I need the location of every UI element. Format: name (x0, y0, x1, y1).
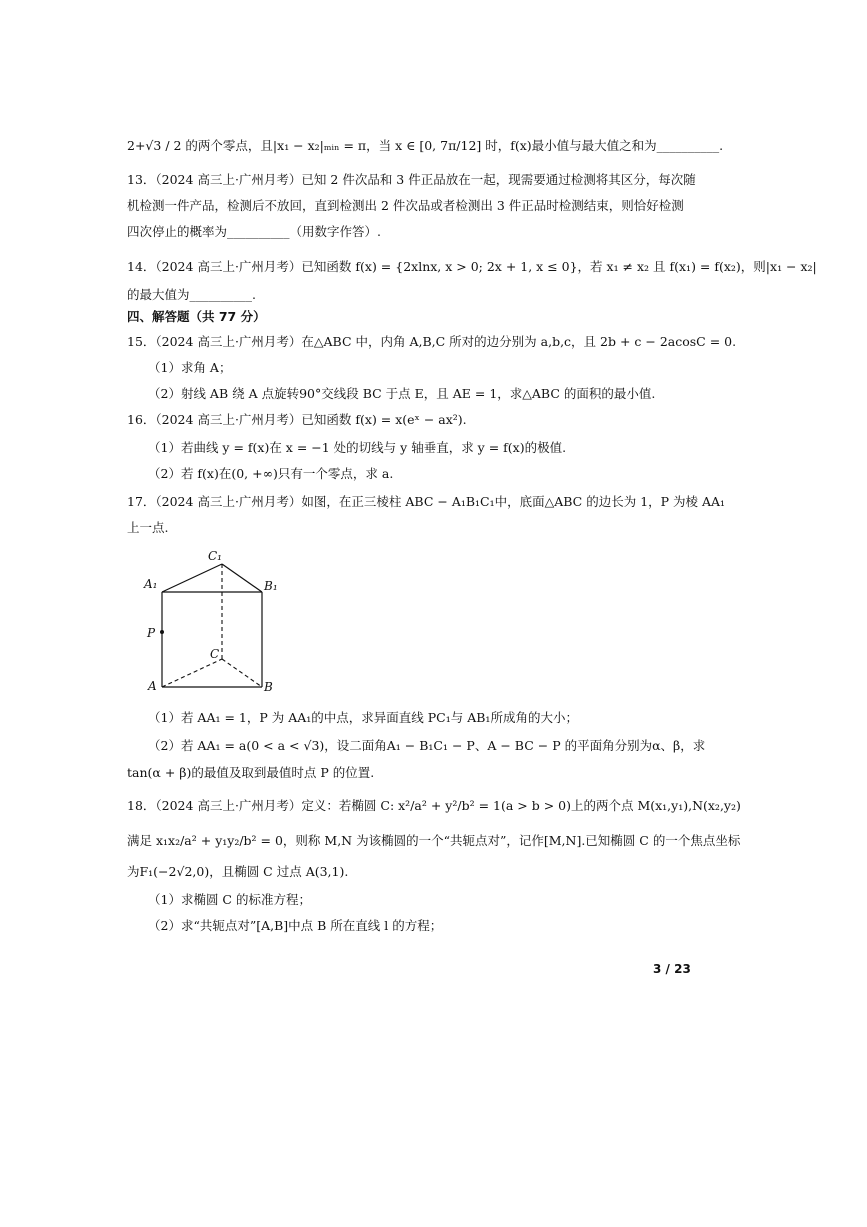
problem-15-part-2: （2）射线 AB 绕 A 点旋转90°交线段 BC 于点 E，且 AE = 1，求△ABC 的面积的最小值. (148, 386, 656, 401)
label-P: P (147, 626, 156, 640)
problem-18-part-2: （2）求“共轭点对”[A,B]中点 B 所在直线 l 的方程； (148, 918, 443, 933)
problem-16-part-2: （2）若 f(x)在(0, +∞)只有一个零点，求 a. (148, 466, 394, 481)
problem-17-part-1: （1）若 AA₁ = 1，P 为 AA₁的中点，求异面直线 PC₁与 AB₁所成角的大小； (148, 710, 578, 725)
problem-13-line-2: 机检测一件产品，检测后不放回，直到检测出 2 件次品或者检测出 3 件正品时检测结束，则恰好检测 (127, 198, 684, 213)
point-P (160, 630, 164, 634)
label-B: B (264, 680, 273, 694)
edge-A-C (162, 659, 222, 687)
problem-18-line-3: 为F₁(−2√2,0)，且椭圆 C 过点 A(3,1). (127, 864, 349, 879)
problem-14-line-1: 14．（2024 高三上·广州月考）已知函数 f(x) = {2xlnx, x > 0; 2x + 1, x ≤ 0}，若 x₁ ≠ x₂ 且 f(x₁) = f(x₂)，则|x₁ − x₂| (127, 259, 817, 274)
section-heading: 四、解答题（共 77 分） (127, 309, 266, 324)
problem-18-line-2: 满足 x₁x₂/a² + y₁y₂/b² = 0，则称 M,N 为该椭圆的一个“共轭点对”，记作[M,N].已知椭圆 C 的一个焦点坐标 (127, 833, 741, 848)
problem-16-line-1: 16．（2024 高三上·广州月考）已知函数 f(x) = x(eˣ − ax²). (127, 412, 467, 427)
problem-17-part-2-cont: tan(α + β)的最值及取到最值时点 P 的位置. (127, 765, 375, 780)
edge-C-B (222, 659, 262, 687)
problem-18-line-1: 18．（2024 高三上·广州月考）定义：若椭圆 C: x²/a² + y²/b² = 1(a > b > 0)上的两个点 M(x₁,y₁),N(x₂,y₂) (127, 798, 741, 813)
prism-figure (140, 548, 290, 700)
problem-17-line-1: 17．（2024 高三上·广州月考）如图，在正三棱柱 ABC − A₁B₁C₁中，底面△ABC 的边长为 1，P 为棱 AA₁ (127, 494, 726, 509)
problem-15-line-1: 15．（2024 高三上·广州月考）在△ABC 中，内角 A,B,C 所对的边分别为 a,b,c，且 2b + c − 2acosC = 0. (127, 334, 737, 349)
label-C1: C₁ (208, 549, 222, 563)
problem-14-line-2: 的最大值为__________. (127, 287, 256, 302)
problem-18-part-1: （1）求椭圆 C 的标准方程； (148, 892, 311, 907)
problem-13-line-1: 13．（2024 高三上·广州月考）已知 2 件次品和 3 件正品放在一起，现需要通过检测将其区分，每次随 (127, 172, 696, 187)
edge-C1-B1 (222, 564, 262, 592)
problem-17-part-2: （2）若 AA₁ = a(0 < a < √3)，设二面角A₁ − B₁C₁ − P、A − BC − P 的平面角分别为α、β，求 (148, 738, 706, 753)
page-number: 3 / 23 (653, 962, 691, 976)
edge-A1-C1 (162, 564, 222, 592)
problem-16-part-1: （1）若曲线 y = f(x)在 x = −1 处的切线与 y 轴垂直，求 y = f(x)的极值. (148, 440, 567, 455)
label-B1: B₁ (264, 579, 278, 593)
problem-13-line-3: 四次停止的概率为__________（用数字作答）. (127, 224, 381, 239)
problem-line-12-end: 2+√3 / 2 的两个零点，且|x₁ − x₂|ₘᵢₙ = π，当 x ∈ [0, 7π/12] 时，f(x)最小值与最大值之和为__________. (127, 138, 724, 153)
label-A1: A₁ (144, 577, 158, 591)
problem-15-part-1: （1）求角 A； (148, 360, 232, 375)
label-A: A (148, 679, 157, 693)
label-C: C (210, 647, 220, 661)
problem-17-line-2: 上一点. (127, 520, 169, 535)
